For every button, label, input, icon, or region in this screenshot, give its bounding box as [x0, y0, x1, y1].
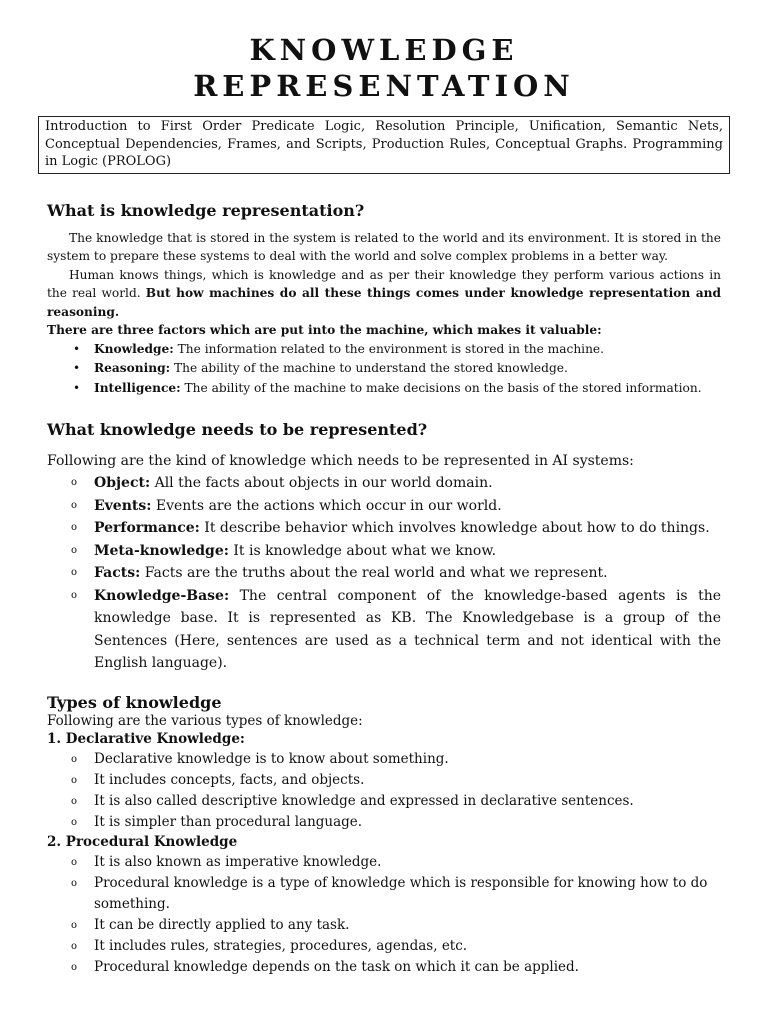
subheading-procedural: 2. Procedural Knowledge: [47, 833, 238, 850]
paragraph: [47, 266, 721, 322]
section-what-is-kr: [0, 201, 768, 399]
factors-intro: There are three factors which are put into the machine, which makes it valuable:: [47, 323, 602, 337]
paragraph: The knowledge that is stored in the system is related to the world and its environment. It is stored in the system to prepare these systems to deal with the world and solve complex problems in a better way.: [47, 230, 721, 263]
list-item-desc: The ability of the machine to make decisions on the basis of the stored information.: [184, 380, 702, 395]
paragraph-bold-text: But how machines do all these things comes under knowledge representation and reasoning.: [47, 286, 721, 319]
list-item: o It can be directly applied to any task.: [47, 915, 721, 936]
list-item: o Procedural knowledge depends on the task on which it can be applied.: [47, 957, 721, 978]
list-item: o Declarative knowledge is to know about something.: [47, 749, 721, 770]
list-item-term: Object:: [94, 475, 151, 491]
list-item-desc: The ability of the machine to understand the stored knowledge.: [174, 361, 568, 375]
list-item-term: Facts:: [94, 565, 141, 581]
list-item: o It includes rules, strategies, procedures, agendas, etc.: [47, 936, 721, 957]
title-line-2: REPRESENTATION: [193, 69, 575, 103]
list-item-term: Events:: [94, 497, 152, 514]
list-item: [47, 540, 721, 563]
list-item: [47, 585, 721, 675]
list-item-desc: All the facts about objects in our world domain.: [154, 475, 493, 491]
list-item-term: Reasoning:: [94, 361, 171, 375]
list-item-term: Knowledge-Base:: [94, 587, 230, 604]
list-item: o Procedural knowledge is a type of knowledge which is responsible for knowing how to do something.: [47, 873, 721, 915]
list-item: [47, 379, 721, 399]
section-heading: Types of knowledge: [47, 692, 222, 712]
list-item: [47, 340, 721, 360]
list-item: o It is also known as imperative knowledge.: [47, 852, 721, 873]
list-item-desc: Events are the actions which occur in our world.: [155, 497, 502, 514]
list-item-term: Meta-knowledge:: [94, 542, 229, 559]
list-item-term: Performance:: [94, 520, 200, 536]
declarative-list: [47, 749, 721, 833]
section-intro: Following are the kind of knowledge which needs to be represented in AI systems:: [47, 453, 634, 469]
list-item-desc: Facts are the truths about the real world and what we represent.: [144, 565, 608, 581]
list-item: o It includes concepts, facts, and objects.: [47, 770, 721, 791]
list-item: [47, 562, 721, 585]
list-item-desc: It describe behavior which involves knowledge about how to do things.: [204, 520, 710, 536]
list-item: [47, 495, 721, 518]
list-item: [47, 472, 721, 495]
section-types-of-knowledge: [0, 693, 768, 978]
list-item-term: Knowledge:: [94, 341, 174, 356]
section-body: [47, 229, 721, 399]
section-lead: Following are the various types of knowledge:: [47, 712, 363, 729]
page-title: [0, 0, 768, 104]
procedural-list: [47, 852, 721, 978]
list-item-desc: It is knowledge about what we know.: [233, 542, 497, 559]
list-item: o It is also called descriptive knowledge and expressed in declarative sentences.: [47, 791, 721, 812]
paragraph-text: Human knows things, which is knowledge and as per their knowledge they perform various actions in the real world.: [47, 267, 721, 300]
section-what-needs-representing: [0, 420, 768, 675]
factors-list: [47, 340, 721, 399]
knowledge-kinds-list: [47, 472, 721, 675]
list-item-desc: The central component of the knowledge-based agents is the knowledge base. It is represented as KB. The Knowledgebase is a group of the Sentences (Here, sentences are used as a technical term and not identical with the English language).: [94, 587, 722, 671]
list-item: o It is simpler than procedural language.: [47, 812, 721, 833]
section-heading: What knowledge needs to be represented?: [47, 420, 428, 439]
list-item-term: Intelligence:: [94, 380, 181, 395]
subheading-declarative: 1. Declarative Knowledge:: [47, 730, 245, 747]
syllabus-box: Introduction to First Order Predicate Logic, Resolution Principle, Unification, Semantic Nets, Conceptual Dependencies, Frames, and Scripts, Production Rules, Conceptual Graphs. Programming in Logic (PROLOG): [38, 116, 730, 174]
list-item-desc: The information related to the environment is stored in the machine.: [177, 341, 605, 356]
section-heading: What is knowledge representation?: [47, 200, 365, 220]
title-line-1: KNOWLEDGE: [249, 33, 519, 67]
list-item: [47, 359, 721, 379]
list-item: [47, 517, 721, 540]
